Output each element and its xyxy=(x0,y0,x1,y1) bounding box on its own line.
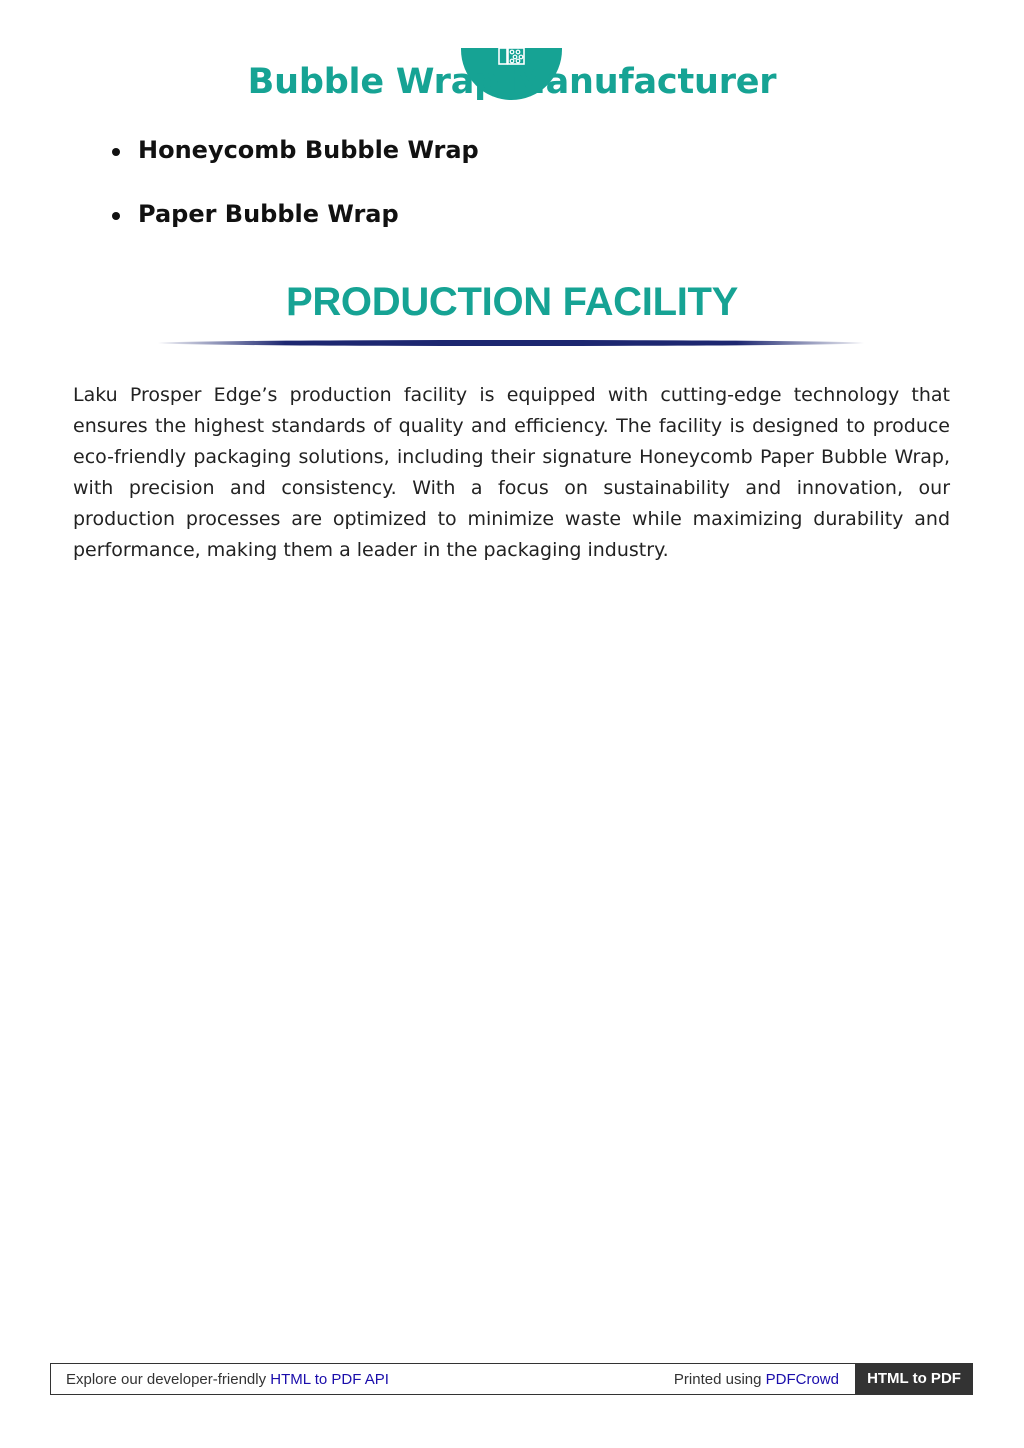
section-heading: PRODUCTION FACILITY xyxy=(285,280,739,324)
html-to-pdf-button[interactable]: HTML to PDF xyxy=(855,1363,973,1395)
footer-printed-text: Printed using xyxy=(673,1371,762,1388)
pdf-footer xyxy=(50,1363,973,1395)
html-to-pdf-api-link[interactable]: HTML to PDF API xyxy=(270,1371,389,1388)
list-item xyxy=(110,131,479,195)
list-item-label: Honeycomb Bubble Wrap xyxy=(138,136,479,164)
footer-printed xyxy=(674,1371,839,1388)
product-list xyxy=(110,131,479,259)
list-item xyxy=(110,195,479,259)
section-paragraph: Laku Prosper Edge’s production facility is equipped with cutting-edge technology that ensures the highest standards of quality and efficiency. The facility is designed to produce eco-friendly packaging solutions, including their signature Honeycomb Paper Bubble Wrap, with precision and consistency. With a focus on sustainability and innovation, our production processes are optimized to minimize waste while maximizing durability and performance, making them a leader in the packaging industry. xyxy=(73,384,950,561)
pdfcrowd-link[interactable]: PDFCrowd xyxy=(765,1371,839,1388)
list-item-label: Paper Bubble Wrap xyxy=(138,200,399,228)
bullet-icon xyxy=(112,212,120,220)
footer-explore-text: Explore our developer-friendly xyxy=(66,1371,267,1388)
bullet-icon xyxy=(112,148,120,156)
section-divider xyxy=(158,340,864,346)
page-title: Bubble Wrap Manufacturer xyxy=(247,62,777,102)
footer-explore xyxy=(66,1371,389,1388)
